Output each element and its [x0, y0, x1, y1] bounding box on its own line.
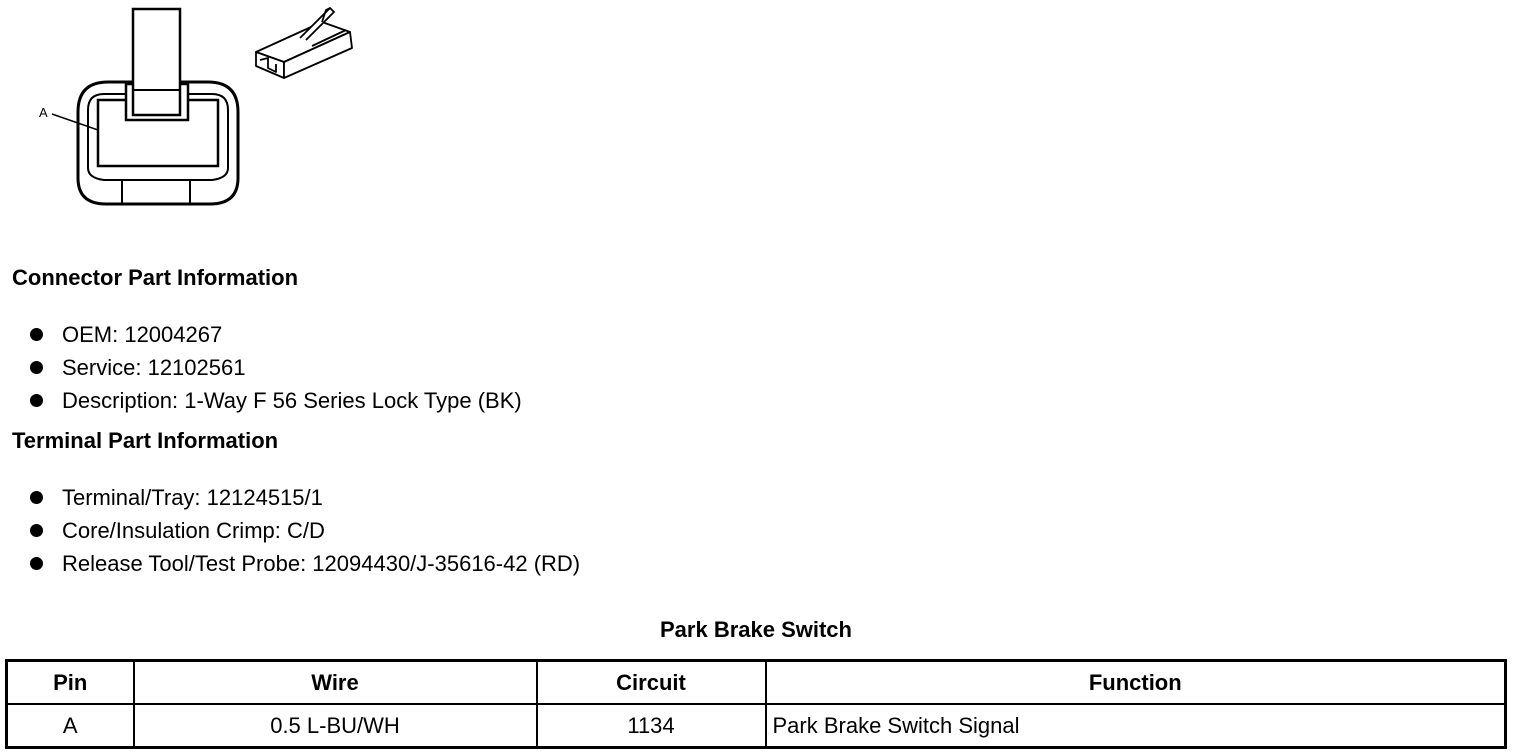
bullet-icon	[30, 524, 43, 537]
column-header-function: Function	[766, 661, 1506, 705]
column-header-pin: Pin	[7, 661, 134, 705]
oem-part-number: OEM: 12004267	[62, 322, 223, 347]
list-item	[30, 318, 522, 351]
pin-table-title: Park Brake Switch	[660, 617, 852, 642]
list-item	[30, 384, 522, 417]
pin-table	[5, 659, 1507, 749]
bullet-icon	[30, 557, 43, 570]
connector-face-drawing	[78, 9, 238, 204]
cell-pin: A	[7, 704, 134, 748]
terminal-part-info-heading: Terminal Part Information	[12, 428, 279, 453]
column-header-circuit: Circuit	[537, 661, 766, 705]
list-item	[30, 514, 580, 547]
cell-wire: 0.5 L-BU/WH	[134, 704, 537, 748]
service-part-number: Service: 12102561	[62, 355, 246, 380]
connector-part-info-heading: Connector Part Information	[12, 265, 299, 290]
bullet-icon	[30, 361, 43, 374]
table-header-row	[7, 661, 1506, 705]
terminal-part-info-list	[30, 481, 580, 580]
bullet-icon	[30, 491, 43, 504]
connector-diagram	[0, 0, 380, 220]
list-item	[30, 481, 580, 514]
list-item	[30, 351, 522, 384]
list-item	[30, 547, 580, 580]
bullet-icon	[30, 328, 43, 341]
terminal-drawing	[256, 8, 352, 78]
cell-circuit: 1134	[537, 704, 766, 748]
column-header-wire: Wire	[134, 661, 537, 705]
core-insulation-crimp: Core/Insulation Crimp: C/D	[62, 518, 325, 543]
connector-description: Description: 1-Way F 56 Series Lock Type (BK)	[62, 388, 522, 413]
callout-label: A	[39, 105, 48, 120]
table-row	[7, 704, 1506, 748]
release-tool-test-probe: Release Tool/Test Probe: 12094430/J-35616-42 (RD)	[62, 551, 581, 576]
cell-function: Park Brake Switch Signal	[766, 704, 1506, 748]
terminal-tray: Terminal/Tray: 12124515/1	[62, 485, 323, 510]
connector-part-info-list	[30, 318, 522, 417]
bullet-icon	[30, 394, 43, 407]
